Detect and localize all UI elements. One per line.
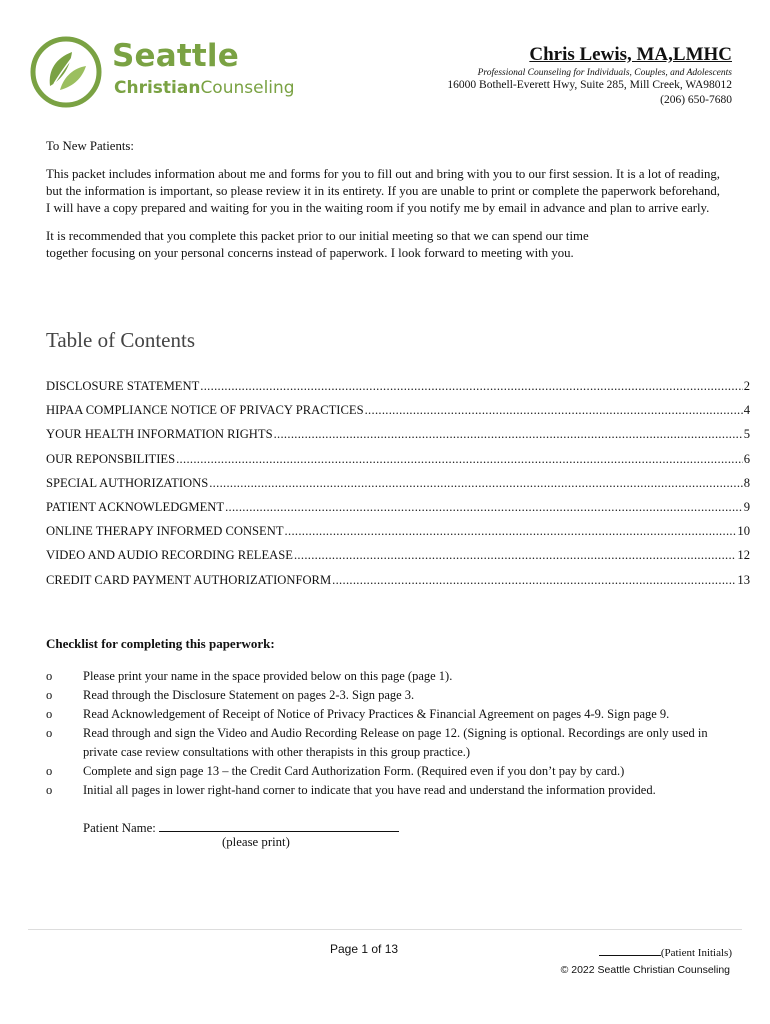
toc-row[interactable]	[46, 452, 750, 476]
checklist-text: Complete and sign page 13 – the Credit Card Authorization Form. (Required even if you don’t pay by card.)	[83, 764, 625, 778]
toc-label: SPECIAL AUTHORIZATIONS	[46, 475, 209, 490]
logo-word-seattle: Seattle	[112, 38, 239, 74]
toc-leader	[176, 452, 743, 467]
checklist-bullet: o	[46, 783, 53, 797]
toc-leader	[209, 476, 742, 491]
checklist-item	[46, 705, 736, 724]
table-of-contents	[46, 379, 750, 597]
toc-label: YOUR HEALTH INFORMATION RIGHTS	[46, 427, 273, 442]
checklist-item	[46, 762, 736, 781]
address: 16000 Bothell-Everett Hwy, Suite 285, Mill Creek, WA98012	[447, 79, 732, 91]
checklist-bullet: o	[46, 669, 53, 683]
checklist-item	[46, 724, 736, 762]
toc-page: 2	[743, 379, 750, 393]
toc-label: PATIENT ACKNOWLEDGMENT	[46, 499, 225, 514]
logo	[30, 34, 320, 110]
footer-divider	[28, 929, 742, 930]
checklist-item	[46, 667, 736, 686]
checklist-title: Checklist for completing this paperwork:	[46, 636, 275, 651]
toc-label: DISCLOSURE STATEMENT	[46, 379, 200, 393]
checklist-text: Please print your name in the space provided below on this page (page 1).	[83, 669, 453, 683]
initials-label: (Patient Initials)	[660, 947, 732, 959]
toc-row[interactable]	[46, 403, 750, 427]
intro-letter	[46, 138, 720, 273]
toc-page: 10	[737, 524, 750, 539]
salutation: To New Patients:	[46, 139, 134, 153]
intro-paragraph-2: It is recommended that you complete this packet prior to our initial meeting so that we can spend our time together focusing on your personal concerns instead of paperwork. I look forward to meeting with you.	[46, 229, 589, 260]
toc-label: VIDEO AND AUDIO RECORDING RELEASE	[46, 548, 293, 563]
toc-leader	[365, 403, 743, 418]
toc-row[interactable]	[46, 524, 750, 548]
copyright: © 2022 Seattle Christian Counseling	[560, 964, 730, 976]
patient-name-field[interactable]	[83, 817, 399, 836]
toc-page: 12	[737, 548, 750, 563]
phone: (206) 650-7680	[660, 94, 732, 106]
please-print-hint: (please print)	[222, 835, 290, 849]
checklist-bullet: o	[46, 764, 53, 778]
toc-page: 6	[743, 451, 750, 466]
toc-row[interactable]	[46, 476, 750, 500]
toc-leader	[274, 427, 743, 442]
intro-paragraph-1: This packet includes information about me and forms for you to fill out and bring with you to our first session. It is a lot of reading, but the information is important, so please review it in its entirety. If you are unable to print or complete the paperwork beforehand, I will have a copy prepared and waiting for you in the waiting room if you notify me by email in advance and plan to arrive early.	[46, 167, 720, 215]
logo-word-christian-counseling: ChristianCounseling	[114, 78, 295, 98]
patient-name-label: Patient Name:	[83, 821, 156, 835]
toc-row[interactable]	[46, 500, 750, 524]
toc-leader	[332, 573, 736, 588]
toc-page: 13	[737, 572, 750, 587]
toc-page: 5	[743, 427, 750, 442]
toc-row[interactable]	[46, 427, 750, 451]
leaf-circle-icon	[30, 36, 102, 108]
toc-label: OUR REPONSBILITIES	[46, 451, 176, 466]
checklist-bullet: o	[46, 707, 53, 721]
toc-leader	[225, 500, 743, 515]
toc-leader	[285, 524, 737, 539]
checklist-bullet: o	[46, 688, 53, 702]
page-number: Page 1 of 13	[330, 942, 399, 956]
checklist-text: Read through and sign the Video and Audio Recording Release on page 12. (Signing is optional. Recordings are only used in private case review consultations with other therapists in this group practice.)	[83, 726, 708, 759]
toc-page: 4	[743, 403, 750, 418]
checklist	[46, 667, 736, 800]
checklist-text: Initial all pages in lower right-hand corner to indicate that you have read and understand the information provided.	[83, 783, 656, 797]
checklist-item	[46, 686, 736, 705]
letterhead	[447, 44, 732, 108]
toc-row[interactable]	[46, 573, 750, 597]
toc-label: HIPAA COMPLIANCE NOTICE OF PRIVACY PRACTICES	[46, 403, 364, 418]
toc-title: Table of Contents	[46, 328, 195, 352]
toc-leader	[294, 548, 736, 563]
toc-row[interactable]	[46, 548, 750, 572]
counselor-name: Chris Lewis, MA,LMHC	[529, 44, 732, 65]
checklist-text: Read through the Disclosure Statement on pages 2-3. Sign page 3.	[83, 688, 415, 702]
checklist-bullet: o	[46, 726, 53, 740]
toc-row[interactable]	[46, 379, 750, 403]
initials-line[interactable]	[599, 944, 661, 956]
toc-label: ONLINE THERAPY INFORMED CONSENT	[46, 524, 284, 539]
checklist-text: Read Acknowledgement of Receipt of Notice of Privacy Practices & Financial Agreement on pages 4-9. Sign page 9.	[83, 707, 670, 721]
toc-page: 8	[743, 475, 750, 490]
tagline: Professional Counseling for Individuals, Couples, and Adolescents	[477, 68, 732, 78]
patient-initials-field[interactable]	[599, 944, 732, 959]
checklist-item	[46, 781, 736, 800]
toc-label: CREDIT CARD PAYMENT AUTHORIZATIONFORM	[46, 572, 332, 587]
toc-leader	[200, 379, 742, 394]
patient-name-line[interactable]	[159, 817, 399, 832]
toc-page: 9	[743, 499, 750, 514]
